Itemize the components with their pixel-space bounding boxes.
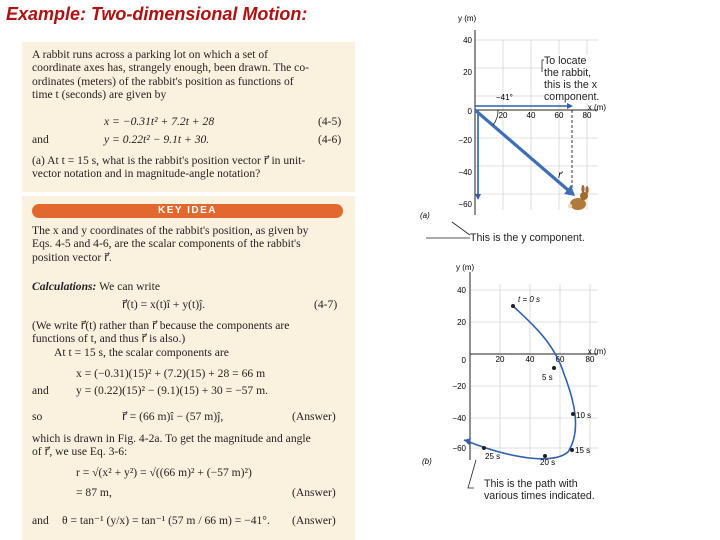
position-vector-answer: r⃗ = (66 m)î − (57 m)ĵ, xyxy=(122,410,224,423)
figure-b xyxy=(418,260,606,506)
x-component-arrowhead xyxy=(567,103,573,109)
so-label: so xyxy=(32,410,43,423)
problem-panel xyxy=(22,42,355,192)
time-label: 20 s xyxy=(540,458,556,467)
y-tick-labels xyxy=(458,36,472,209)
angle-label: −41° xyxy=(496,93,513,102)
figure-a-graph xyxy=(418,10,606,246)
note-line: At t = 15 s, the scalar components are xyxy=(54,345,229,359)
y-axis-label: y (m) xyxy=(456,263,475,272)
y-tick: −20 xyxy=(452,382,466,391)
y-tick: −60 xyxy=(452,444,466,453)
y-component-calc: y = (0.22)(15)² − (9.1)(15) + 30 = −57 m. xyxy=(76,384,269,397)
key-idea-banner: KEY IDEA xyxy=(32,204,343,218)
time-marker xyxy=(570,448,574,452)
answer-tag: (Answer) xyxy=(292,486,336,499)
calculations-intro xyxy=(32,280,160,293)
y-tick: −40 xyxy=(452,414,466,423)
question-line: vector notation and in magnitude-angle notation? xyxy=(32,167,261,181)
note-line: functions of t, and thus r⃗ is also.) xyxy=(32,332,186,346)
panel-label-a: (a) xyxy=(420,211,430,220)
y-tick: 40 xyxy=(463,36,472,45)
callout-y-component: This is the y component. xyxy=(470,232,606,244)
key-idea-line: Eqs. 4-5 and 4-6, are the scalar components of the rabbit's xyxy=(32,237,301,251)
x-tick-labels xyxy=(499,111,592,120)
equation-number: (4-6) xyxy=(318,133,342,146)
key-idea-text xyxy=(32,224,350,264)
time-label: 15 s xyxy=(575,446,591,455)
time-label: 5 s xyxy=(542,373,553,382)
equation-4-7: r⃗(t) = x(t)î + y(t)ĵ. xyxy=(122,298,206,311)
problem-line: coordinate axes has, strangely enough, been drawn. The co- xyxy=(32,61,309,75)
answer-tag: (Answer) xyxy=(292,410,336,423)
y-tick: −60 xyxy=(458,200,472,209)
answer-tag: (Answer) xyxy=(292,514,336,527)
callout-x-component: To locate the rabbit, this is the x component. xyxy=(544,55,604,103)
figure-a xyxy=(418,10,606,246)
x-tick: 40 xyxy=(525,355,535,364)
problem-line: ordinates (meters) of the rabbit's position as functions of xyxy=(32,74,294,88)
time-labels xyxy=(485,295,591,467)
callout-path: This is the path with various times indicated. xyxy=(484,478,606,502)
magnitude-equation: r = √(x² + y²) = √((66 m)² + (−57 m)²) xyxy=(76,466,252,479)
calculations-label: Calculations: xyxy=(32,280,97,293)
solution-panel xyxy=(22,196,355,540)
x-tick: 20 xyxy=(495,355,505,364)
y-tick: −40 xyxy=(458,168,472,177)
y-tick: 0 xyxy=(461,356,466,365)
note-line: (We write r⃗(t) rather than r⃗ because the components are xyxy=(32,319,290,332)
x-axis-label: x (m) xyxy=(587,103,606,112)
x-tick: 40 xyxy=(526,111,536,120)
time-markers xyxy=(482,304,575,458)
x-component-calc: x = (−0.31)(15)² + (7.2)(15) + 28 = 66 m xyxy=(76,367,266,380)
magnitude-intro xyxy=(32,432,350,459)
magnitude-intro-line: which is drawn in Fig. 4-2a. To get the magnitude and angle xyxy=(32,432,311,445)
question-line: (a) At t = 15 s, what is the rabbit's position vector r⃗ in unit- xyxy=(32,154,306,167)
x-tick-labels xyxy=(496,355,595,364)
y-tick: −20 xyxy=(458,136,472,145)
vector-label: r⃗ xyxy=(558,170,562,180)
key-idea-line: The x and y coordinates of the rabbit's position, as given by xyxy=(32,224,309,237)
y-tick: 20 xyxy=(457,318,466,327)
panel-label-b: (b) xyxy=(422,457,432,466)
y-axis-label: y (m) xyxy=(458,14,477,23)
x-tick: 80 xyxy=(582,111,592,120)
equation-number: (4-5) xyxy=(318,115,342,128)
x-tick: 20 xyxy=(498,111,508,120)
x-tick: 80 xyxy=(585,355,595,364)
x-tick: 60 xyxy=(555,355,565,364)
angle-arc xyxy=(493,110,498,125)
y-tick: 40 xyxy=(457,286,466,295)
callout-leader-path xyxy=(468,460,476,488)
equation-4-6: y = 0.22t² − 9.1t + 30. xyxy=(104,133,210,146)
x-tick: 60 xyxy=(554,111,564,120)
time-marker xyxy=(482,446,486,450)
angle-equation: θ = tan⁻¹ (y/x) = tan⁻¹ (57 m / 66 m) = −41°. xyxy=(62,514,270,527)
y-tick: 0 xyxy=(467,107,472,116)
x-axis-label: x (m) xyxy=(587,347,606,356)
slide-title: Example: Two-dimensional Motion: xyxy=(6,4,308,24)
equation-4-5: x = −0.31t² + 7.2t + 28 xyxy=(104,115,215,128)
figure-b-graph xyxy=(418,260,606,506)
time-label: t = 0 s xyxy=(518,295,541,304)
question-a xyxy=(32,154,350,181)
time-label: 25 s xyxy=(485,452,501,461)
equation-prefix: and xyxy=(32,133,49,146)
problem-line: time t (seconds) are given by xyxy=(32,88,167,102)
calculations-text: We can write xyxy=(99,280,161,293)
equation-number: (4-7) xyxy=(314,298,338,311)
y-component-arrowhead xyxy=(475,194,481,200)
callout-leader-y xyxy=(426,222,474,238)
time-marker xyxy=(552,366,556,370)
magnitude-result: = 87 m, xyxy=(76,486,112,499)
position-vector xyxy=(475,110,568,190)
note-text xyxy=(32,319,350,359)
problem-text xyxy=(32,48,350,102)
problem-line: A rabbit runs across a parking lot on which a set of xyxy=(32,48,269,61)
time-label: 10 s xyxy=(576,411,592,420)
y-tick-labels xyxy=(452,286,466,453)
magnitude-intro-line: of r⃗, we use Eq. 3-6: xyxy=(32,445,128,459)
time-marker xyxy=(511,304,515,308)
equation-prefix: and xyxy=(32,384,49,397)
key-idea-line: position vector r⃗. xyxy=(32,250,112,264)
y-tick: 20 xyxy=(463,68,472,77)
equation-prefix: and xyxy=(32,514,49,527)
time-marker xyxy=(571,412,575,416)
figure-b-grid xyxy=(470,284,598,456)
